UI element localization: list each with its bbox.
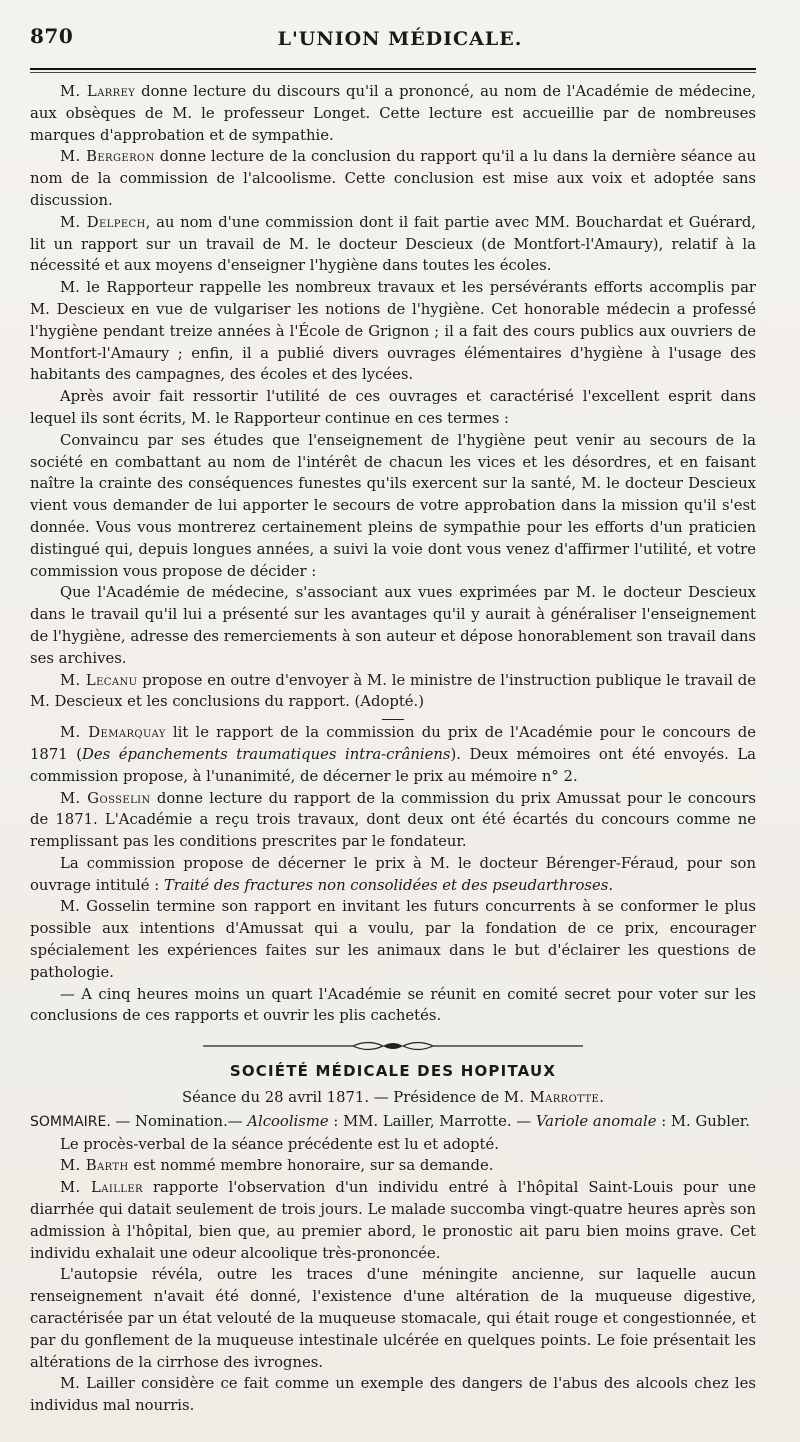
speaker-name: M. Larrey xyxy=(60,83,136,100)
paragraph-text: lit le rapport de la commission du prix de l'Académie pour le concours de 1871 ( xyxy=(30,724,757,763)
paragraph-text: rapporte l'observation d'un individu entré à l'hôpital Saint-Louis pour une diarrhée qui datait seulement de trois jours. Le malade succomba vingt-quatre heures après son admission à l'hôpital, bien que, au premier abord, le pronostic ait paru bien moins grave. Cet individu exhalait une odeur alcoolique très-prononcée. xyxy=(30,1179,756,1262)
paragraph-gosselin xyxy=(30,788,756,853)
running-title: L'UNION MÉDICALE. xyxy=(277,28,523,50)
paragraph-lailler-considere: M. Lailler considère ce fait comme un exemple des dangers de l'abus des alcools chez les individus mal nourris. xyxy=(30,1375,756,1415)
header-rule-thin xyxy=(30,72,756,73)
paragraph-delpech xyxy=(30,212,756,277)
speaker-name: M. Gosselin xyxy=(60,789,151,807)
paragraph-bergeron xyxy=(30,146,756,211)
speaker-name: M. Demarquay xyxy=(60,724,166,742)
speaker-name: M. Lecanu xyxy=(60,671,138,689)
article-body xyxy=(30,81,756,1417)
ornamental-divider xyxy=(203,1039,583,1053)
paragraph-convaincu: Convaincu par ses études que l'enseignement de l'hygiène peut venir au secours de la société en combattant au nom de l'intérêt de chacun les vices et les désordres, et en faisant naître la crainte des conséquences funestes qu'ils exercent sur la santé, M. le docteur Descieux vient vous demander de lui apporter le secours de votre approbation dans la mission qu'il s'est donnée. Vous vous montrerez certainement pleins de sympathie pour les efforts d'un praticien distingué qui, depuis longues années, a suivi la voie dont vous venez d'affirmer l'utilité, et votre commission vous propose de décider : xyxy=(30,431,756,580)
paragraph-lailler xyxy=(30,1177,756,1264)
section-title: SOCIÉTÉ MÉDICALE DES HOPITAUX xyxy=(229,1062,557,1081)
paragraph-text: , au nom d'une commission dont il fait partie avec MM. Bouchardat et Guérard, lit un rapport sur un travail de M. le docteur Descieux (de Montfort-l'Amaury), relatif à la nécessité et aux moyens d'enseigner l'hygiène dans toutes les écoles. xyxy=(30,213,756,275)
sommaire: SOMMAIRE. — Nomination.— Alcoolisme : MM. Lailler, Marrotte. — Variole anomale : M. Gubler. xyxy=(30,1112,750,1130)
paragraph-text: donne lecture du discours qu'il a prononcé, au nom de l'Académie de médecine, aux obsèques de M. le professeur Longet. Cette lecture est accueillie par de nombreuses marques d'approbation et de sympathie. xyxy=(30,83,756,144)
speaker-name: M. Bergeron xyxy=(60,148,155,166)
paragraph-commission xyxy=(30,853,756,897)
paragraph-lecanu xyxy=(30,670,756,714)
speaker-name: M. Delpech xyxy=(60,213,146,231)
paragraph-rapporteur: M. le Rapporteur rappelle les nombreux travaux et les persévérants efforts accomplis par M. Descieux en vue de vulgariser les notions de l'hygiène. Cet honorable médecin a professé l'hygiène pendant treize années à l'École de Grignon ; il a fait des cours publics aux ouvriers de Montfort-l'Amaury ; enfin, il a publié divers ouvrages élémentaires d'hygiène à l'usage des habitants des campagnes, des écoles et des lycées. xyxy=(30,279,756,384)
paragraph-proces-verbal: Le procès-verbal de la séance précédente est lu et adopté. xyxy=(60,1135,499,1153)
paragraph-comite-secret: — A cinq heures moins un quart l'Académie se réunit en comité secret pour voter sur les conclusions de ces rapports et ouvrir les plis cachetés. xyxy=(30,985,756,1025)
paragraph-text: propose en outre d'envoyer à M. le ministre de l'instruction publique le travail de M. Descieux et les conclusions du rapport. (Adopté.) xyxy=(30,671,756,711)
paragraph-text: donne lecture de la conclusion du rapport qu'il a lu dans la dernière séance au nom de la commission de l'alcoolisme. Cette conclusion est mise aux voix et adoptée sans discussion. xyxy=(30,148,756,209)
paragraph-barth xyxy=(30,1155,756,1177)
president-name: M. Marrotte xyxy=(503,1089,600,1107)
paragraph-text: La commission propose de décerner le prix à M. le docteur Bérenger-Féraud, pour son ouvrage intitulé : xyxy=(30,854,756,894)
paragraph-autopsie: L'autopsie révéla, outre les traces d'une méningite ancienne, sur laquelle aucun renseignement n'avait été donné, l'existence d'une altération de la muqueuse digestive, caractérisée par un état velouté de la muqueuse stomacale, qui était rouge et congestionnée, et par du gonflement de la muqueuse intestinale ulcérée en quelques points. Le foie présentait les altérations de la cirrhose des ivrognes. xyxy=(30,1266,756,1371)
book-title: Traité des fractures non consolidées et des pseudarthroses. xyxy=(163,876,614,894)
speaker-name: M. Lailler xyxy=(60,1179,143,1197)
session-line: Séance du 28 avril 1871. — Présidence de M. Marrotte. xyxy=(182,1089,604,1107)
paragraph-gosselin-termine: M. Gosselin termine son rapport en invitant les futurs concurrents à se conformer le plus possible aux intentions d'Amussat qui a voulu, par la fondation de ce prix, encourager spécialement les expériences faites sur les animaux dans le but d'éclairer les questions de pathologie. xyxy=(30,898,756,981)
header-rule xyxy=(30,68,756,70)
paragraph-apres: Après avoir fait ressortir l'utilité de ces ouvrages et caractérisé l'excellent esprit dans lequel ils sont écrits, M. le Rapporteur continue en ces termes : xyxy=(30,388,756,427)
sommaire-label: SOMMAIRE. xyxy=(30,1113,111,1130)
separator-rule xyxy=(382,719,404,720)
paragraph-text: donne lecture du rapport de la commission du prix Amussat pour le concours de 1871. L'Académie a reçu trois travaux, dont deux ont été écartés du concours comme ne remplissant pas les conditions prescrites par le fondateur. xyxy=(30,789,756,851)
paragraph-text: est nommé membre honoraire, sur sa demande. xyxy=(128,1157,494,1175)
paragraph-larrey xyxy=(30,81,756,146)
paragraph-demarquay xyxy=(30,722,756,787)
speaker-name: M. Barth xyxy=(60,1157,129,1175)
page-number: 870 xyxy=(30,24,74,48)
paragraph-conclusion: Que l'Académie de médecine, s'associant aux vues exprimées par M. le docteur Descieux dans le travail qu'il lui a présenté sur les avantages qu'il y aurait à généraliser l'enseignement de l'hygiène, adresse des remerciements à son auteur et dépose honorablement son travail dans ses archives. xyxy=(30,584,756,667)
paragraph-text: ). Deux mémoires ont été envoyés. La commission propose, à l'unanimité, de décerner le prix au mémoire n° 2. xyxy=(30,745,756,785)
prize-title: Des épanchements traumatiques intra-crâniens xyxy=(81,745,451,763)
